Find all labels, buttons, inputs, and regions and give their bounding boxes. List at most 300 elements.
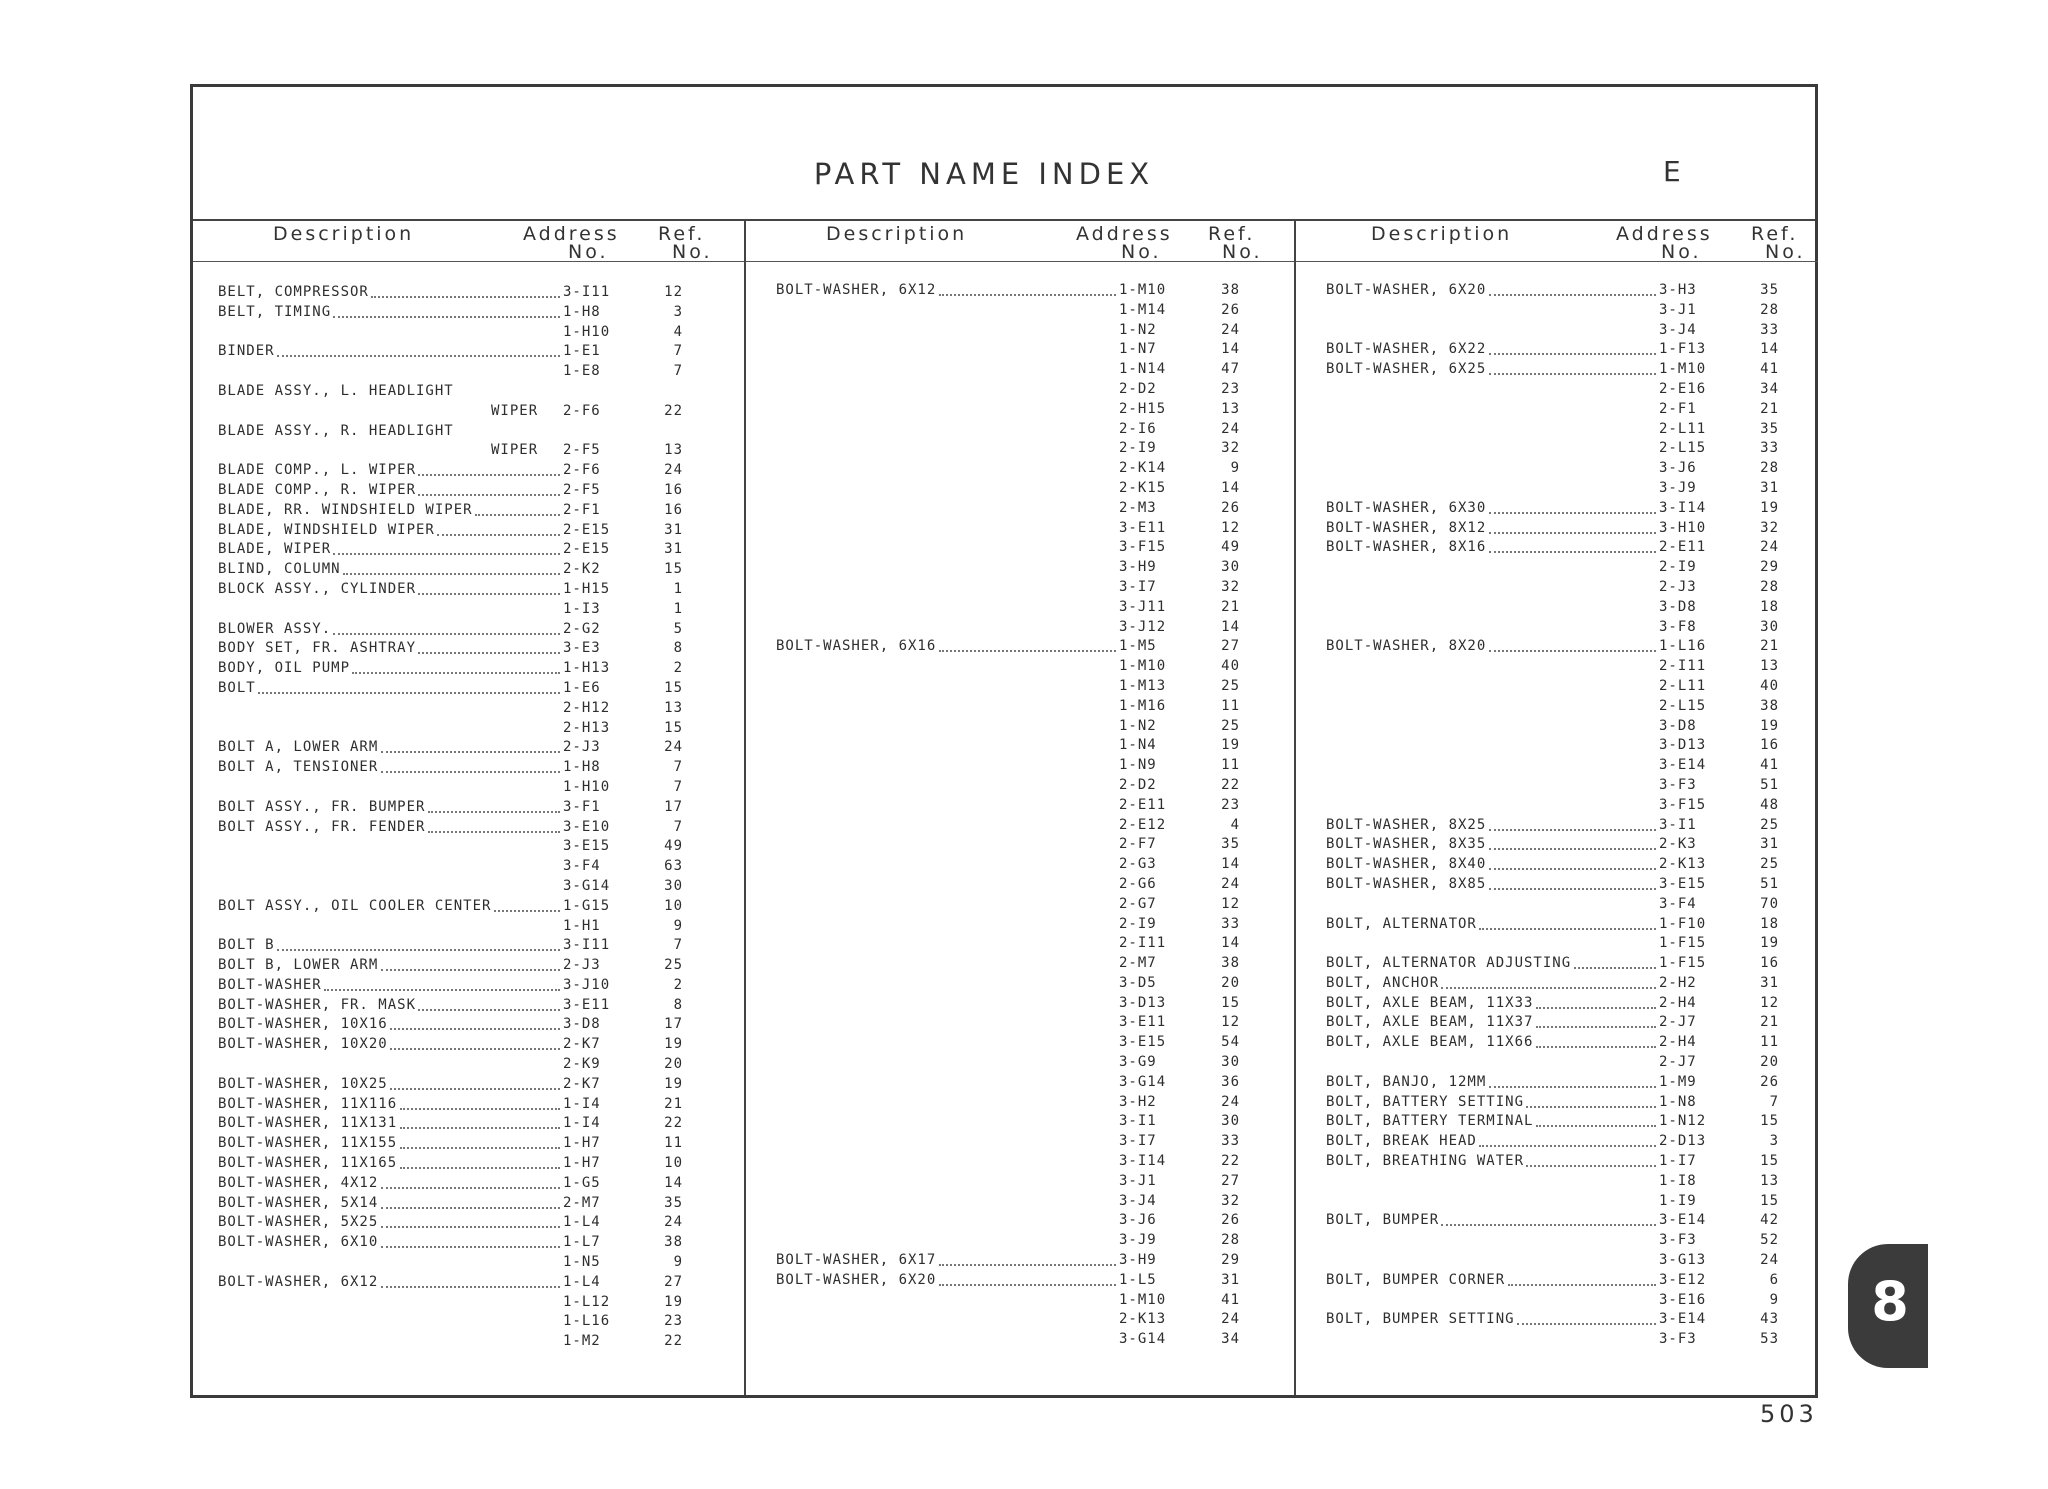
dot-leader (1489, 1085, 1656, 1088)
reference-number: 2 (673, 976, 683, 993)
page-title: PART NAME INDEX (813, 157, 1155, 191)
index-row (193, 362, 744, 382)
reference-number: 52 (1760, 1232, 1779, 1249)
reference-number: 8 (673, 640, 683, 657)
index-row (1296, 717, 1818, 737)
index-row (193, 1055, 744, 1075)
index-row (746, 1291, 1294, 1311)
index-row (746, 1013, 1294, 1033)
address-number: 3-J4 (1119, 1192, 1157, 1209)
address-number: 2-L15 (1659, 697, 1707, 714)
index-row (746, 1310, 1294, 1330)
index-row (193, 1095, 744, 1115)
reference-number: 25 (1760, 856, 1779, 873)
reference-number: 17 (664, 1016, 683, 1033)
index-row (193, 1134, 744, 1154)
index-row (746, 677, 1294, 697)
dot-leader (400, 1126, 560, 1129)
address-number: 3-D13 (1119, 994, 1167, 1011)
dot-leader (939, 1263, 1116, 1266)
part-description: BOLT, BREAK HEAD (1326, 1133, 1477, 1150)
address-number: 1-I4 (563, 1115, 601, 1132)
address-number: 2-G6 (1119, 875, 1157, 892)
reference-number: 19 (1221, 737, 1240, 754)
index-row (1296, 439, 1818, 459)
reference-number: 14 (1221, 618, 1240, 635)
reference-number: 9 (673, 917, 683, 934)
part-description: BODY SET, FR. ASHTRAY (218, 640, 417, 657)
address-number: 1-L4 (563, 1214, 601, 1231)
address-number: 3-J9 (1119, 1232, 1157, 1249)
reference-number: 7 (673, 363, 683, 380)
index-row (746, 558, 1294, 578)
reference-number: 41 (1221, 1291, 1240, 1308)
index-row (1296, 994, 1818, 1014)
reference-number: 7 (673, 818, 683, 835)
dot-leader (1489, 887, 1656, 890)
index-row (746, 459, 1294, 479)
address-number: 2-K9 (563, 1056, 601, 1073)
reference-number: 38 (664, 1234, 683, 1251)
reference-number: 26 (1760, 1073, 1779, 1090)
address-number: 2-K7 (563, 1036, 601, 1053)
part-description: BOLT-WASHER, 8X20 (1326, 638, 1487, 655)
address-number: 3-E14 (1659, 1311, 1707, 1328)
reference-number: 32 (1760, 519, 1779, 536)
column-header (746, 219, 1294, 263)
dot-leader (400, 1107, 560, 1110)
reference-number: 27 (664, 1273, 683, 1290)
index-row (193, 620, 744, 640)
reference-number: 21 (1760, 400, 1779, 417)
address-number: 1-M10 (1119, 282, 1167, 298)
index-row (746, 1132, 1294, 1152)
address-number: 3-F8 (1659, 618, 1697, 635)
index-row (1296, 776, 1818, 796)
index-row (1296, 1211, 1818, 1231)
reference-number: 25 (1221, 677, 1240, 694)
part-description: BELT, TIMING (218, 303, 332, 320)
reference-number: 49 (1221, 539, 1240, 556)
address-number: 2-F5 (563, 481, 601, 498)
dot-leader (1441, 986, 1656, 989)
address-number: 2-I6 (1119, 420, 1157, 437)
address-number: 2-D2 (1119, 380, 1157, 397)
part-description: BINDER (218, 343, 275, 360)
part-description: BOLT, BANJO, 12MM (1326, 1073, 1487, 1090)
address-number: 3-J12 (1119, 618, 1167, 635)
part-description: BOLT-WASHER, 6X16 (776, 638, 937, 655)
reference-number: 30 (664, 877, 683, 894)
index-row (746, 598, 1294, 618)
part-description: BOLT-WASHER, 6X12 (218, 1273, 379, 1290)
address-number: 2-M3 (1119, 499, 1157, 516)
reference-number: 38 (1221, 282, 1240, 298)
dot-leader (1489, 352, 1656, 355)
part-description: BLOCK ASSY., CYLINDER (218, 580, 417, 597)
part-description: BLIND, COLUMN (218, 561, 341, 578)
dot-leader (277, 948, 560, 951)
reference-number: 24 (1221, 420, 1240, 437)
address-number: 3-I11 (563, 284, 611, 300)
address-number: 2-J3 (563, 957, 601, 974)
index-row (1296, 578, 1818, 598)
address-number: 2-F6 (563, 462, 601, 479)
part-description: BLADE, RR. WINDSHIELD WIPER (218, 501, 473, 518)
address-number: 1-M10 (1119, 1291, 1167, 1308)
index-row (1296, 1112, 1818, 1132)
part-description: BOLT, BATTERY TERMINAL (1326, 1113, 1534, 1130)
reference-number: 18 (1760, 915, 1779, 932)
address-number: 2-K3 (1659, 836, 1697, 853)
dot-leader (418, 1008, 560, 1011)
reference-number: 7 (673, 343, 683, 360)
part-description: BOLT-WASHER, 11X165 (218, 1155, 398, 1172)
address-number: 1-M10 (1659, 361, 1707, 378)
address-number: 2-F1 (563, 501, 601, 518)
part-description: BOLT-WASHER, FR. MASK (218, 996, 417, 1013)
reference-number: 14 (1221, 479, 1240, 496)
index-row (193, 758, 744, 778)
address-number: 3-J4 (1659, 321, 1697, 338)
address-number: 1-L7 (563, 1234, 601, 1251)
reference-number: 24 (664, 1214, 683, 1231)
address-number: 3-D8 (1659, 598, 1697, 615)
index-row (193, 1194, 744, 1214)
part-description: BOLT-WASHER, 11X155 (218, 1135, 398, 1152)
address-number: 2-E11 (1119, 796, 1167, 813)
part-description: BLADE ASSY., L. HEADLIGHT (218, 382, 454, 399)
dot-leader (1517, 1322, 1656, 1325)
reference-number: 28 (1760, 578, 1779, 595)
reference-number: 12 (664, 284, 683, 300)
dot-leader (1489, 828, 1656, 831)
reference-number: 12 (1221, 1014, 1240, 1031)
section-tab-number: 8 (1871, 1270, 1909, 1333)
address-number: 1-L12 (563, 1293, 611, 1310)
dot-leader (428, 810, 560, 813)
index-row (1296, 340, 1818, 360)
part-description: BOLT-WASHER, 8X40 (1326, 856, 1487, 873)
dot-leader (333, 315, 560, 318)
reference-number: 19 (664, 1075, 683, 1092)
index-row (746, 1192, 1294, 1212)
address-number: 2-I11 (1119, 935, 1167, 952)
index-row (193, 659, 744, 679)
header-description: Description (826, 223, 968, 245)
part-description: BOLT, AXLE BEAM, 11X33 (1326, 994, 1534, 1011)
reference-number: 28 (1221, 1232, 1240, 1249)
reference-number: 23 (664, 1313, 683, 1330)
part-description: BOLT-WASHER, 4X12 (218, 1174, 379, 1191)
reference-number: 24 (1760, 539, 1779, 556)
reference-number: 24 (664, 462, 683, 479)
header-ref-no: No. (1765, 241, 1806, 263)
index-row (193, 738, 744, 758)
address-number: 3-H9 (1119, 1252, 1157, 1269)
reference-number: 20 (1221, 974, 1240, 991)
address-number: 1-H8 (563, 303, 601, 320)
part-description: BOLT-WASHER, 8X12 (1326, 519, 1487, 536)
part-description: BOLT-WASHER, 6X30 (1326, 499, 1487, 516)
address-number: 3-H9 (1119, 559, 1157, 576)
index-row (746, 1271, 1294, 1291)
address-number: 2-D13 (1659, 1133, 1707, 1150)
reference-number: 12 (1221, 519, 1240, 536)
dot-leader (1574, 966, 1656, 969)
index-row (746, 618, 1294, 638)
index-row (746, 360, 1294, 380)
reference-number: 29 (1221, 1252, 1240, 1269)
index-row (193, 719, 744, 739)
address-number: 2-J3 (1659, 578, 1697, 595)
reference-number: 24 (1221, 1311, 1240, 1328)
dot-leader (428, 830, 560, 833)
index-row (1296, 1192, 1818, 1212)
reference-number: 3 (1769, 1133, 1779, 1150)
address-number: 2-I9 (1659, 559, 1697, 576)
address-number: 1-E6 (563, 679, 601, 696)
dot-leader (258, 691, 560, 694)
reference-number: 33 (1760, 440, 1779, 457)
part-description: BOLT ASSY., FR. FENDER (218, 818, 426, 835)
index-row (1296, 360, 1818, 380)
dot-leader (390, 1027, 560, 1030)
address-number: 3-H10 (1659, 519, 1707, 536)
index-row (746, 321, 1294, 341)
address-number: 1-F13 (1659, 341, 1707, 358)
reference-number: 12 (1221, 895, 1240, 912)
address-number: 2-E12 (1119, 816, 1167, 833)
index-row (193, 521, 744, 541)
dot-leader (400, 1146, 560, 1149)
reference-number: 14 (1221, 341, 1240, 358)
index-row (1296, 796, 1818, 816)
address-number: 3-I11 (563, 937, 611, 954)
index-row (1296, 934, 1818, 954)
reference-number: 11 (664, 1135, 683, 1152)
index-row (746, 1093, 1294, 1113)
index-rows (746, 281, 1294, 1350)
index-row (1296, 974, 1818, 994)
address-number: 1-G15 (563, 897, 611, 914)
address-number: 3-I14 (1119, 1153, 1167, 1170)
header-description: Description (1371, 223, 1513, 245)
address-number: 2-M7 (563, 1194, 601, 1211)
address-number: 3-I1 (1119, 1113, 1157, 1130)
address-number: 3-J10 (563, 976, 611, 993)
part-description: BOLT A, TENSIONER (218, 759, 379, 776)
reference-number: 24 (1221, 875, 1240, 892)
index-row (1296, 321, 1818, 341)
dot-leader (381, 1245, 560, 1248)
index-row (193, 917, 744, 937)
address-number: 1-M9 (1659, 1073, 1697, 1090)
header-address: Address (523, 223, 620, 245)
address-number: 2-E16 (1659, 380, 1707, 397)
address-number: 2-H4 (1659, 1034, 1697, 1051)
index-row (193, 323, 744, 343)
dot-leader (381, 1285, 560, 1288)
index-row (193, 1114, 744, 1134)
address-number: 1-N14 (1119, 361, 1167, 378)
reference-number: 42 (1760, 1212, 1779, 1229)
address-number: 1-H13 (563, 660, 611, 677)
index-row (193, 283, 744, 303)
part-description: BELT, COMPRESSOR (218, 284, 369, 300)
dot-leader (1508, 1283, 1656, 1286)
index-row (1296, 1053, 1818, 1073)
index-row (1296, 697, 1818, 717)
reference-number: 16 (664, 501, 683, 518)
reference-number: 2 (673, 660, 683, 677)
reference-number: 35 (1760, 420, 1779, 437)
section-letter: E (1663, 155, 1681, 188)
index-row (1296, 756, 1818, 776)
address-number: 3-E12 (1659, 1271, 1707, 1288)
part-description: BOLT-WASHER, 6X10 (218, 1234, 379, 1251)
index-row (193, 461, 744, 481)
index-row (746, 1073, 1294, 1093)
address-number: 1-I9 (1659, 1192, 1697, 1209)
reference-number: 48 (1760, 796, 1779, 813)
index-row (746, 499, 1294, 519)
reference-number: 70 (1760, 895, 1779, 912)
header-underline (1296, 261, 1818, 262)
reference-number: 15 (1760, 1192, 1779, 1209)
address-number: 3-E15 (563, 838, 611, 855)
reference-number: 40 (1221, 658, 1240, 675)
reference-number: 26 (1221, 499, 1240, 516)
reference-number: 17 (664, 798, 683, 815)
index-row (193, 1312, 744, 1332)
reference-number: 29 (1760, 559, 1779, 576)
address-number: 3-H3 (1659, 282, 1697, 298)
dot-leader (371, 295, 560, 298)
reference-number: 31 (1221, 1271, 1240, 1288)
reference-number: 30 (1760, 618, 1779, 635)
dot-leader (1441, 1223, 1656, 1226)
reference-number: 14 (1221, 856, 1240, 873)
reference-number: 34 (1221, 1331, 1240, 1348)
index-row (746, 340, 1294, 360)
address-number: 2-H15 (1119, 400, 1167, 417)
index-row (746, 519, 1294, 539)
index-row (746, 578, 1294, 598)
address-number: 3-D5 (1119, 974, 1157, 991)
part-description: BOLT, ALTERNATOR (1326, 915, 1477, 932)
part-description: BOLT-WASHER, 11X131 (218, 1115, 398, 1132)
address-number: 3-E3 (563, 640, 601, 657)
part-description: BOLT-WASHER, 6X12 (776, 282, 937, 298)
index-row (193, 1213, 744, 1233)
index-row (1296, 895, 1818, 915)
index-column-3 (1296, 219, 1818, 1395)
index-row (193, 1174, 744, 1194)
index-row (746, 1251, 1294, 1271)
address-number: 2-E15 (563, 541, 611, 558)
address-number: 3-D8 (563, 1016, 601, 1033)
address-number: 1-N7 (1119, 341, 1157, 358)
reference-number: 4 (673, 323, 683, 340)
address-number: 2-J7 (1659, 1014, 1697, 1031)
part-description: BOLT B (218, 937, 275, 954)
reference-number: 1 (673, 580, 683, 597)
reference-number: 16 (664, 481, 683, 498)
address-number: 1-H8 (563, 759, 601, 776)
dot-leader (418, 592, 560, 595)
index-row (193, 897, 744, 917)
address-number: 2-E15 (563, 521, 611, 538)
part-description: BOLT ASSY., FR. BUMPER (218, 798, 426, 815)
index-row (1296, 677, 1818, 697)
reference-number: 21 (1760, 1014, 1779, 1031)
reference-number: 32 (1221, 440, 1240, 457)
address-number: 1-G5 (563, 1174, 601, 1191)
index-row (1296, 459, 1818, 479)
address-number: 1-N4 (1119, 737, 1157, 754)
header-address-no: No. (1121, 241, 1162, 263)
dot-leader (1489, 372, 1656, 375)
index-row (193, 877, 744, 897)
part-description: BOLT, BUMPER (1326, 1212, 1440, 1229)
address-number: 1-I7 (1659, 1153, 1697, 1170)
part-description: BLADE, WINDSHIELD WIPER (218, 521, 435, 538)
index-row (746, 697, 1294, 717)
part-description: BOLT-WASHER, 8X85 (1326, 875, 1487, 892)
part-description: BLOWER ASSY. (218, 620, 332, 637)
dot-leader (1536, 1124, 1656, 1127)
part-description: BOLT A, LOWER ARM (218, 739, 379, 756)
dot-leader (1489, 649, 1656, 652)
part-description: BOLT, BREATHING WATER (1326, 1153, 1525, 1170)
address-number: 2-H13 (563, 719, 611, 736)
reference-number: 19 (1760, 717, 1779, 734)
index-row (1296, 1330, 1818, 1350)
index-row (193, 1233, 744, 1253)
index-row (746, 915, 1294, 935)
address-number: 2-K2 (563, 561, 601, 578)
index-row (746, 756, 1294, 776)
index-row (193, 501, 744, 521)
reference-number: 20 (664, 1056, 683, 1073)
index-row (193, 976, 744, 996)
dot-leader (437, 533, 560, 536)
address-number: 1-L16 (1659, 638, 1707, 655)
reference-number: 7 (673, 937, 683, 954)
address-number: 3-E14 (1659, 1212, 1707, 1229)
reference-number: 35 (1221, 836, 1240, 853)
reference-number: 35 (1760, 282, 1779, 298)
reference-number: 14 (1221, 935, 1240, 952)
reference-number: 3 (673, 303, 683, 320)
address-number: 1-F15 (1659, 935, 1707, 952)
part-description: WIPER (491, 402, 539, 419)
index-row (746, 538, 1294, 558)
column-header (193, 219, 744, 263)
index-row (1296, 1271, 1818, 1291)
dot-leader (352, 671, 560, 674)
index-row (193, 996, 744, 1016)
part-description: BOLT, BUMPER CORNER (1326, 1271, 1506, 1288)
index-row (1296, 400, 1818, 420)
reference-number: 13 (1760, 658, 1779, 675)
index-row (746, 1231, 1294, 1251)
index-row (1296, 657, 1818, 677)
reference-number: 28 (1760, 301, 1779, 318)
reference-number: 54 (1221, 1034, 1240, 1051)
index-rows (193, 283, 744, 1352)
